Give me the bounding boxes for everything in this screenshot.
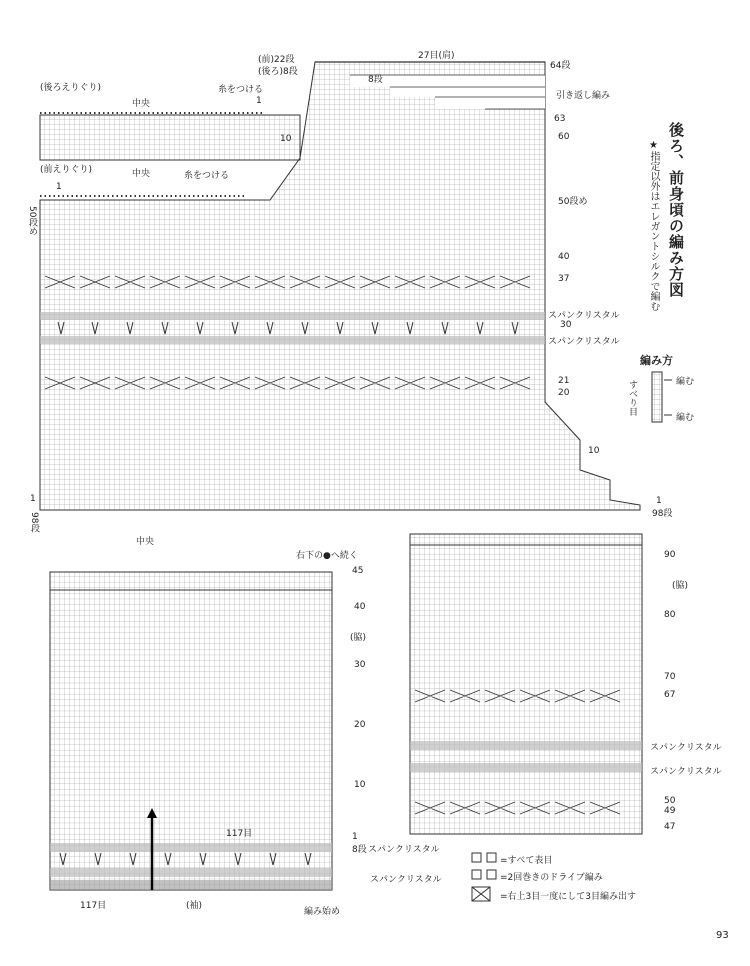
row-10: 10: [588, 446, 600, 456]
br-row-47: 47: [664, 822, 676, 832]
how-to-row-2: 編む: [676, 413, 695, 423]
row-21: 21: [558, 376, 570, 386]
legend-text-1: =すべて表目: [500, 856, 553, 866]
bl-waist-label: (脇): [350, 633, 367, 643]
mark-1b: 1: [56, 182, 62, 192]
how-to-mini-chart: [652, 372, 672, 422]
front-rows-label: (前)22段: [258, 55, 295, 65]
page-subtitle: ★指定以外はエレガントシルクで編む: [648, 140, 659, 311]
left-row-1: 1: [30, 494, 36, 504]
how-to-row-1: 編む: [676, 377, 695, 387]
back-neck-label: (後ろえりぐり): [40, 83, 102, 93]
top-sequin-2: スパンクリスタル: [548, 337, 620, 347]
row-37: 37: [558, 274, 570, 284]
row-64: 64段: [550, 61, 571, 71]
bl-sequin-2: スパンクリスタル: [370, 875, 442, 885]
row-1: 1: [656, 496, 662, 506]
row-63: 63: [554, 114, 566, 124]
continue-note: 右下の●へ続く: [296, 551, 358, 561]
back-center-label: 中央: [132, 99, 151, 109]
shoulder-label: 27目(肩): [418, 51, 455, 61]
bl-sleeve-label: (袖): [186, 901, 203, 911]
sequin-band-2: [40, 336, 545, 344]
top-sequin-1: スパンクリスタル: [548, 311, 620, 321]
br-sequin-1: スパンクリスタル: [650, 743, 722, 753]
bl-sequin-1: スパンクリスタル: [368, 845, 440, 855]
bottom-left-chart: [50, 572, 332, 890]
left-row-98: 98段: [29, 512, 39, 533]
mark-1a: 1: [256, 96, 262, 106]
legend-text-2: =2回巻きのドライブ編み: [500, 873, 603, 883]
attach-yarn-label-1: 糸をつける: [218, 85, 264, 95]
bottom-center-label: 中央: [136, 537, 155, 547]
bl-stitches-bottom: 117目: [80, 901, 107, 911]
br-row-67: 67: [664, 690, 676, 700]
back-rows-label: (後ろ)8段: [258, 67, 298, 77]
row-30: 30: [560, 320, 572, 330]
bl-row-40: 40: [354, 602, 366, 612]
short-rows-label: 引き返し編み: [556, 91, 611, 101]
sequin-band-1: [40, 312, 545, 320]
back-neck-strip: [40, 115, 300, 160]
bottom-right-chart: [410, 534, 642, 834]
row-20: 20: [558, 388, 570, 398]
how-to-side-label: すべり目: [627, 380, 637, 416]
bl-row-30: 30: [354, 660, 366, 670]
row-40: 40: [558, 252, 570, 262]
br-row-50: 50: [664, 796, 676, 806]
br-row-80: 80: [664, 610, 676, 620]
row-50: 50段め: [558, 197, 588, 207]
bl-row-8: 8段: [352, 845, 367, 855]
attach-yarn-label-2: 糸をつける: [184, 171, 230, 181]
br-sequin-2: スパンクリスタル: [650, 767, 722, 777]
page-number: 93: [716, 930, 729, 941]
br-row-70: 70: [664, 672, 676, 682]
legend-text-3: =右上3目一度にして3目編み出す: [500, 892, 636, 902]
legend-symbols: [472, 853, 496, 901]
bl-row-1: 1: [352, 832, 358, 842]
how-to-heading: 編み方: [640, 354, 673, 367]
row-60: 60: [558, 132, 570, 142]
mark-10: 10: [280, 134, 292, 144]
row-98: 98段: [652, 509, 673, 519]
front-neck-label: (前えりぐり): [40, 165, 93, 175]
bl-row-10: 10: [354, 780, 366, 790]
bl-start-label: 編み始め: [304, 907, 341, 917]
bl-row-45: 45: [352, 566, 364, 576]
bl-stitches-top: 117目: [226, 829, 253, 839]
left-row-50: 50段め: [27, 206, 37, 236]
front-center-label: 中央: [132, 169, 151, 179]
br-row-90: 90: [664, 550, 676, 560]
br-waist-label: (脇): [672, 581, 689, 591]
bl-row-20: 20: [354, 720, 366, 730]
top-body-chart: [40, 62, 640, 510]
mark-8rows: 8段: [368, 75, 383, 85]
page-title: 後ろ、前身頃の編み方図: [667, 122, 685, 298]
br-row-49: 49: [664, 806, 676, 816]
